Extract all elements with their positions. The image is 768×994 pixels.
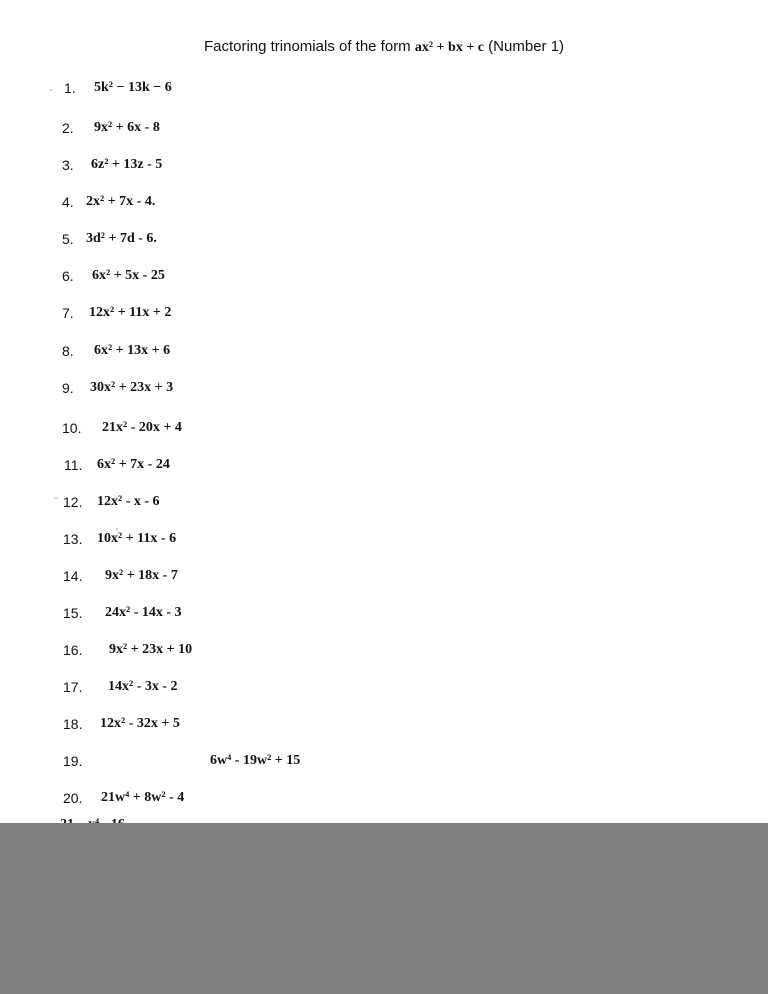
problem-number: 4. <box>62 194 74 210</box>
title-suffix: (Number 1) <box>484 38 565 55</box>
problem-number: 18. <box>63 716 83 732</box>
worksheet-title <box>0 38 768 56</box>
problem-expression: 5k² − 13k − 6 <box>94 80 172 95</box>
problem-expression: 2x² + 7x - 4. <box>86 194 156 209</box>
problem-number: 3. <box>62 157 74 173</box>
problem-expression: 24x² - 14x - 3 <box>105 605 182 620</box>
problem-number: 13. <box>63 531 83 547</box>
problem-expression: 12x² + 11x + 2 <box>89 305 172 320</box>
scan-speck <box>55 497 57 499</box>
title-form: ax² + bx + c <box>414 40 485 55</box>
problem-number: 12. <box>63 494 83 510</box>
problem-number: 15. <box>63 605 83 621</box>
problem-expression: 9x² + 6x - 8 <box>94 120 160 135</box>
problem-expression: 10x² + 11x - 6 <box>97 531 177 546</box>
problem-expression: 6w⁴ - 19w² + 15 <box>210 753 301 768</box>
problem-number: 17. <box>63 679 83 695</box>
problem-number: 19. <box>63 753 83 769</box>
gray-overlay-block <box>0 823 768 994</box>
scan-speck <box>50 89 52 91</box>
problem-expression: 12x² - x - 6 <box>97 494 160 509</box>
problem-expression: 21w⁴ + 8w² - 4 <box>101 790 185 805</box>
problem-number: 14. <box>63 568 83 584</box>
problem-expression: 9x² + 23x + 10 <box>109 642 193 657</box>
problem-expression: 6x² + 5x - 25 <box>92 268 165 283</box>
problem-number: 6. <box>62 268 74 284</box>
problem-number: 10. <box>62 420 82 436</box>
problem-number: 20. <box>63 790 83 806</box>
problem-expression: 6x² + 13x + 6 <box>94 343 171 358</box>
problem-number: 8. <box>62 343 74 359</box>
scan-speck <box>116 528 118 530</box>
problem-expression: 6z² + 13z - 5 <box>91 157 163 172</box>
problem-expression: 14x² - 3x - 2 <box>108 679 178 694</box>
problem-expression: 12x² - 32x + 5 <box>100 716 180 731</box>
problem-number: 1. <box>64 80 76 96</box>
problem-expression: 30x² + 23x + 3 <box>90 380 174 395</box>
problem-expression: 21x² - 20x + 4 <box>102 420 182 435</box>
problem-expression: 6x² + 7x - 24 <box>97 457 170 472</box>
problem-number: 9. <box>62 380 74 396</box>
problem-number: 5. <box>62 231 74 247</box>
problem-expression: 3d² + 7d - 6. <box>86 231 157 246</box>
title-prefix: Factoring trinomials of the form <box>203 38 415 55</box>
problem-number: 2. <box>62 120 74 136</box>
problem-number: 16. <box>63 642 83 658</box>
problem-number: 11. <box>64 457 83 473</box>
problem-number: 7. <box>62 305 74 321</box>
problem-expression: 9x² + 18x - 7 <box>105 568 178 583</box>
